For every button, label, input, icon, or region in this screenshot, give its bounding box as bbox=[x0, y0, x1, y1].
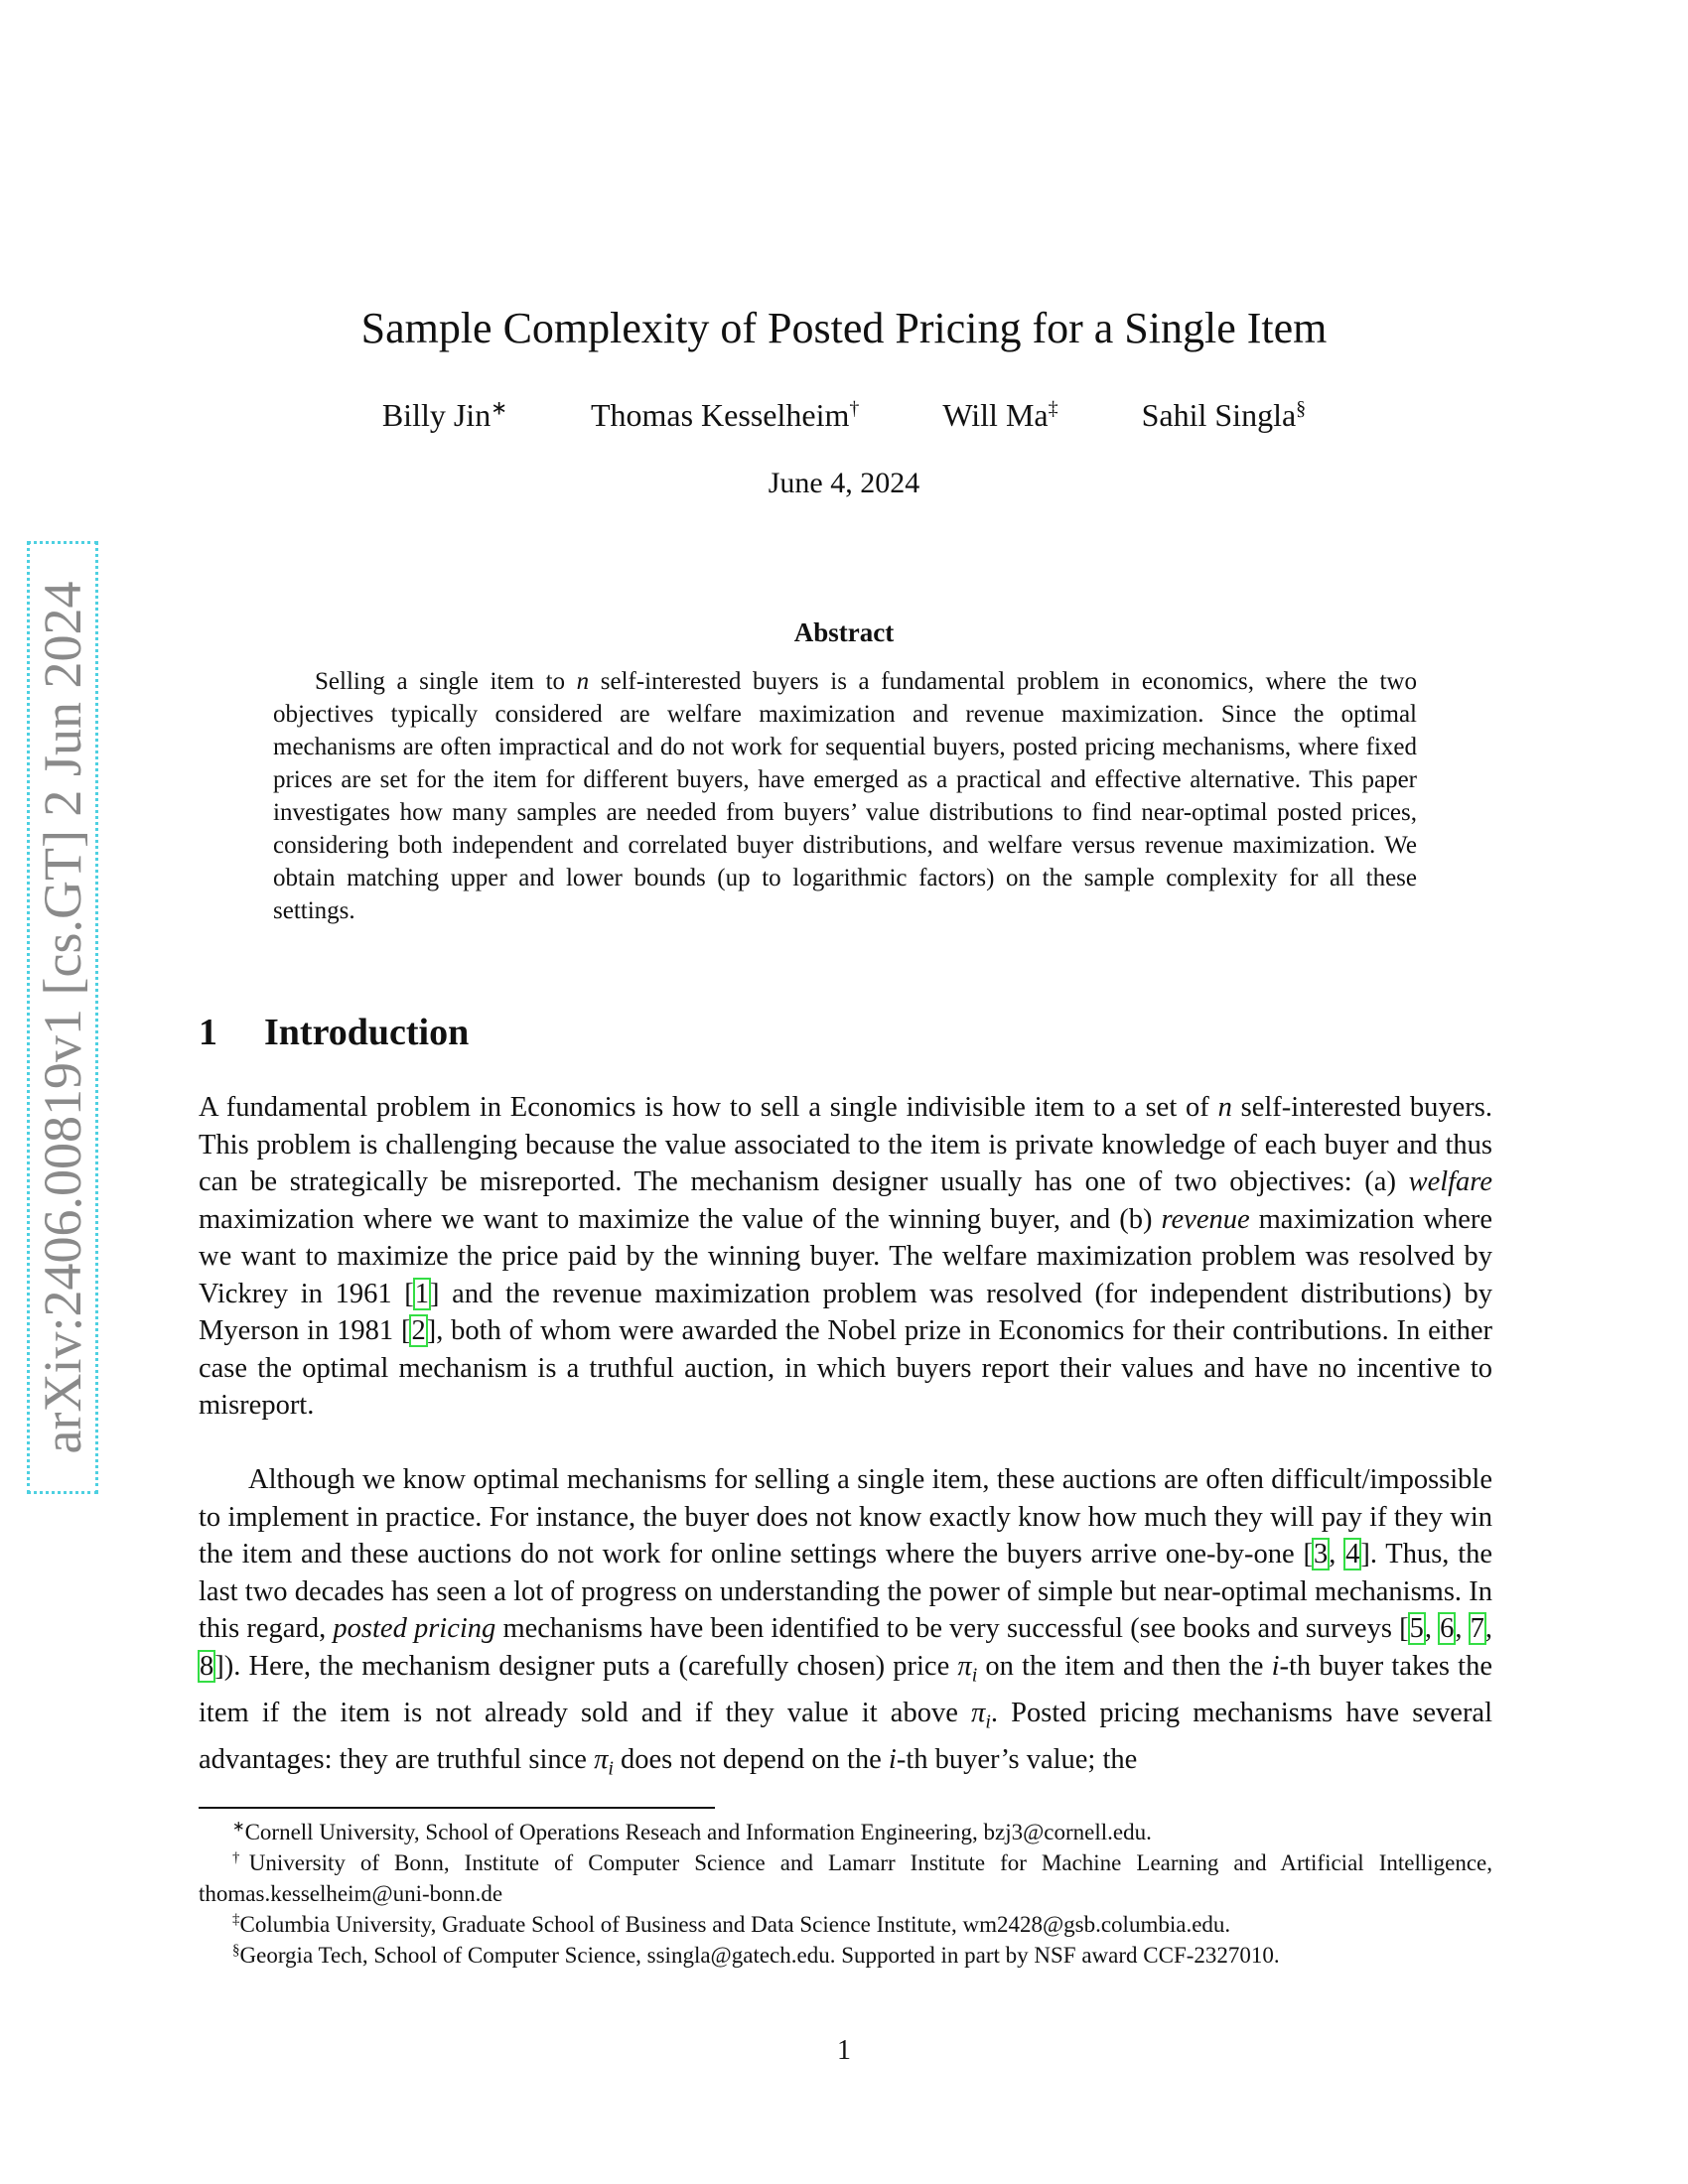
section-heading-introduction bbox=[199, 1011, 469, 1054]
footnote-3 bbox=[199, 1909, 1492, 1940]
abstract-heading: Abstract bbox=[793, 617, 895, 647]
text-run: mechanisms have been identified to be very successful (see books and surveys [ bbox=[495, 1613, 1409, 1644]
footnotes bbox=[199, 1817, 1492, 1971]
author-mark: § bbox=[1296, 397, 1307, 420]
text-run: A fundamental problem in Economics is how to sell a single indivisible item to a set of bbox=[199, 1092, 1218, 1123]
text-run: ]. Thus, the last two decades has seen a lot of progress on understanding the power of simple but near-optimal mechanisms. In this regard, bbox=[199, 1539, 1493, 1644]
text-run: ] and the revenue maximization problem was resolved (for independent distributions) by Myerson in 1981 [ bbox=[199, 1278, 1492, 1346]
arxiv-identifier[interactable]: arXiv:2406.00819v1 [cs.GT] 2 Jun 2024 bbox=[33, 581, 92, 1454]
author-2 bbox=[591, 397, 859, 434]
footnote-text: Cornell University, School of Operations Reseach and Information Engineering, bzj3@cornell.edu. bbox=[244, 1820, 1152, 1844]
text-run: self-interested buyers. This problem is challenging because the value associated to the item is private knowledge of each buyer and thus can be strategically be misreported. The mechanism designer usually has one of two objectives: (a) bbox=[199, 1092, 1492, 1197]
author-mark: ‡ bbox=[1048, 397, 1058, 420]
text-run: does not depend on the bbox=[613, 1743, 889, 1775]
page-number: 1 bbox=[837, 2035, 851, 2066]
abstract-text bbox=[273, 665, 1417, 927]
text-run: ]). Here, the mechanism designer puts a (carefully chosen) price bbox=[214, 1650, 958, 1682]
footnote-4 bbox=[199, 1940, 1492, 1971]
footnote-mark: § bbox=[232, 1942, 240, 1959]
citation-link-4[interactable]: 4 bbox=[1345, 1539, 1360, 1570]
intro-paragraph-1 bbox=[199, 1089, 1492, 1425]
citation-link-7[interactable]: 7 bbox=[1470, 1613, 1484, 1644]
text-run: ], both of whom were awarded the Nobel prize in Economics for their contributions. In either case the optimal mechanism is a truthful auction, in which buyers report their values and have no incentive to misreport. bbox=[199, 1315, 1492, 1421]
author-name: Thomas Kesselheim bbox=[590, 397, 850, 433]
footnote-mark: ‡ bbox=[232, 1911, 240, 1928]
citation-link-5[interactable]: 5 bbox=[1409, 1613, 1424, 1644]
footnote-text: Georgia Tech, School of Computer Science, ssingla@gatech.edu. Supported in part by NSF award CCF-2327010. bbox=[239, 1943, 1280, 1968]
text-run: maximization where we want to maximize the value of the winning buyer, and (b) bbox=[199, 1203, 1162, 1235]
math-pi-i: $\pi_i$ bbox=[957, 1650, 978, 1687]
citation-link-8[interactable]: 8 bbox=[200, 1650, 214, 1682]
author-1 bbox=[382, 397, 507, 434]
citation-link-2[interactable]: 2 bbox=[411, 1315, 426, 1346]
author-4 bbox=[1142, 397, 1307, 434]
emphasis-welfare: welfare bbox=[1408, 1166, 1492, 1197]
author-name: Sahil Singla bbox=[1141, 397, 1297, 433]
author-mark: † bbox=[849, 397, 860, 420]
author-list bbox=[0, 397, 1688, 434]
author-name: Will Ma bbox=[942, 397, 1049, 433]
math-i: i bbox=[1271, 1650, 1280, 1682]
emphasis-posted-pricing: posted pricing bbox=[333, 1613, 496, 1644]
abstract-text-part: Selling a single item to bbox=[315, 668, 577, 695]
footnote-text: University of Bonn, Institute of Computer Science and Lamarr Institute for Machine Learning and Artificial Intelligence, thomas.kesselheim@uni-bonn.de bbox=[199, 1850, 1492, 1906]
paper-date: June 4, 2024 bbox=[768, 467, 920, 499]
footnote-mark: † bbox=[232, 1849, 249, 1866]
section-title: Introduction bbox=[264, 1012, 470, 1053]
math-pi-i: $\pi_i$ bbox=[594, 1743, 614, 1780]
math-n: n bbox=[1217, 1092, 1232, 1123]
citation-link-3[interactable]: 3 bbox=[1313, 1539, 1329, 1570]
footnote-2 bbox=[199, 1847, 1492, 1909]
section-number: 1 bbox=[199, 1012, 217, 1053]
abstract-text-part: self-interested buyers is a fundamental problem in economics, where the two objectives typically considered are welfare maximization and revenue maximization. Since the optimal mechanisms are often impractical and do not work for sequential buyers, posted pricing mechanisms, where fixed prices are set for the item for different buyers, have emerged as a practical and effective alternative. This paper investigates how many samples are needed from buyers’ value distributions to find near-optimal posted prices, considering both independent and correlated buyer distributions, and welfare versus revenue maximization. We obtain matching upper and lower bounds (up to logarithmic factors) on the sample complexity for all these settings. bbox=[273, 668, 1417, 924]
intro-paragraph-2 bbox=[199, 1461, 1492, 1788]
text-run: , bbox=[1484, 1613, 1492, 1644]
author-mark: ∗ bbox=[491, 397, 507, 420]
text-run: Although we know optimal mechanisms for selling a single item, these auctions are often difficult/impossible to implement in practice. For instance, the buyer does not know exactly know how much they will pay if they win the item and these auctions do not work for online settings where the buyers arrive one-by-one [ bbox=[199, 1464, 1492, 1570]
math-i: i bbox=[888, 1743, 897, 1775]
math-n: n bbox=[576, 668, 590, 695]
paper-title: Sample Complexity of Posted Pricing for a Single Item bbox=[360, 304, 1328, 352]
emphasis-revenue: revenue bbox=[1161, 1203, 1250, 1235]
footnote-divider bbox=[199, 1807, 715, 1809]
footnote-text: Columbia University, Graduate School of Business and Data Science Institute, wm2428@gsb.columbia.edu. bbox=[239, 1912, 1231, 1937]
text-run: -th buyer takes the item if the item is not already sold and if they value it above bbox=[199, 1650, 1492, 1728]
author-name: Billy Jin bbox=[381, 397, 492, 433]
text-run: . Posted pricing mechanisms have several advantages: they are truthful since bbox=[199, 1697, 1493, 1775]
text-run: , bbox=[1329, 1539, 1345, 1570]
citation-link-1[interactable]: 1 bbox=[414, 1278, 429, 1309]
text-run: on the item and then the bbox=[977, 1650, 1272, 1682]
author-3 bbox=[942, 397, 1057, 434]
math-pi-i: $\pi_i$ bbox=[971, 1697, 991, 1733]
citation-link-6[interactable]: 6 bbox=[1440, 1613, 1455, 1644]
footnote-1 bbox=[199, 1817, 1492, 1847]
footnote-mark: ∗ bbox=[232, 1819, 245, 1836]
text-run: -th buyer’s value; the bbox=[896, 1743, 1138, 1775]
text-run: , bbox=[1424, 1613, 1440, 1644]
text-run: , bbox=[1455, 1613, 1470, 1644]
text-run: maximization where we want to maximize the price paid by the winning buyer. The welfare maximization problem was resolved by Vickrey in 1961 [ bbox=[199, 1203, 1492, 1309]
